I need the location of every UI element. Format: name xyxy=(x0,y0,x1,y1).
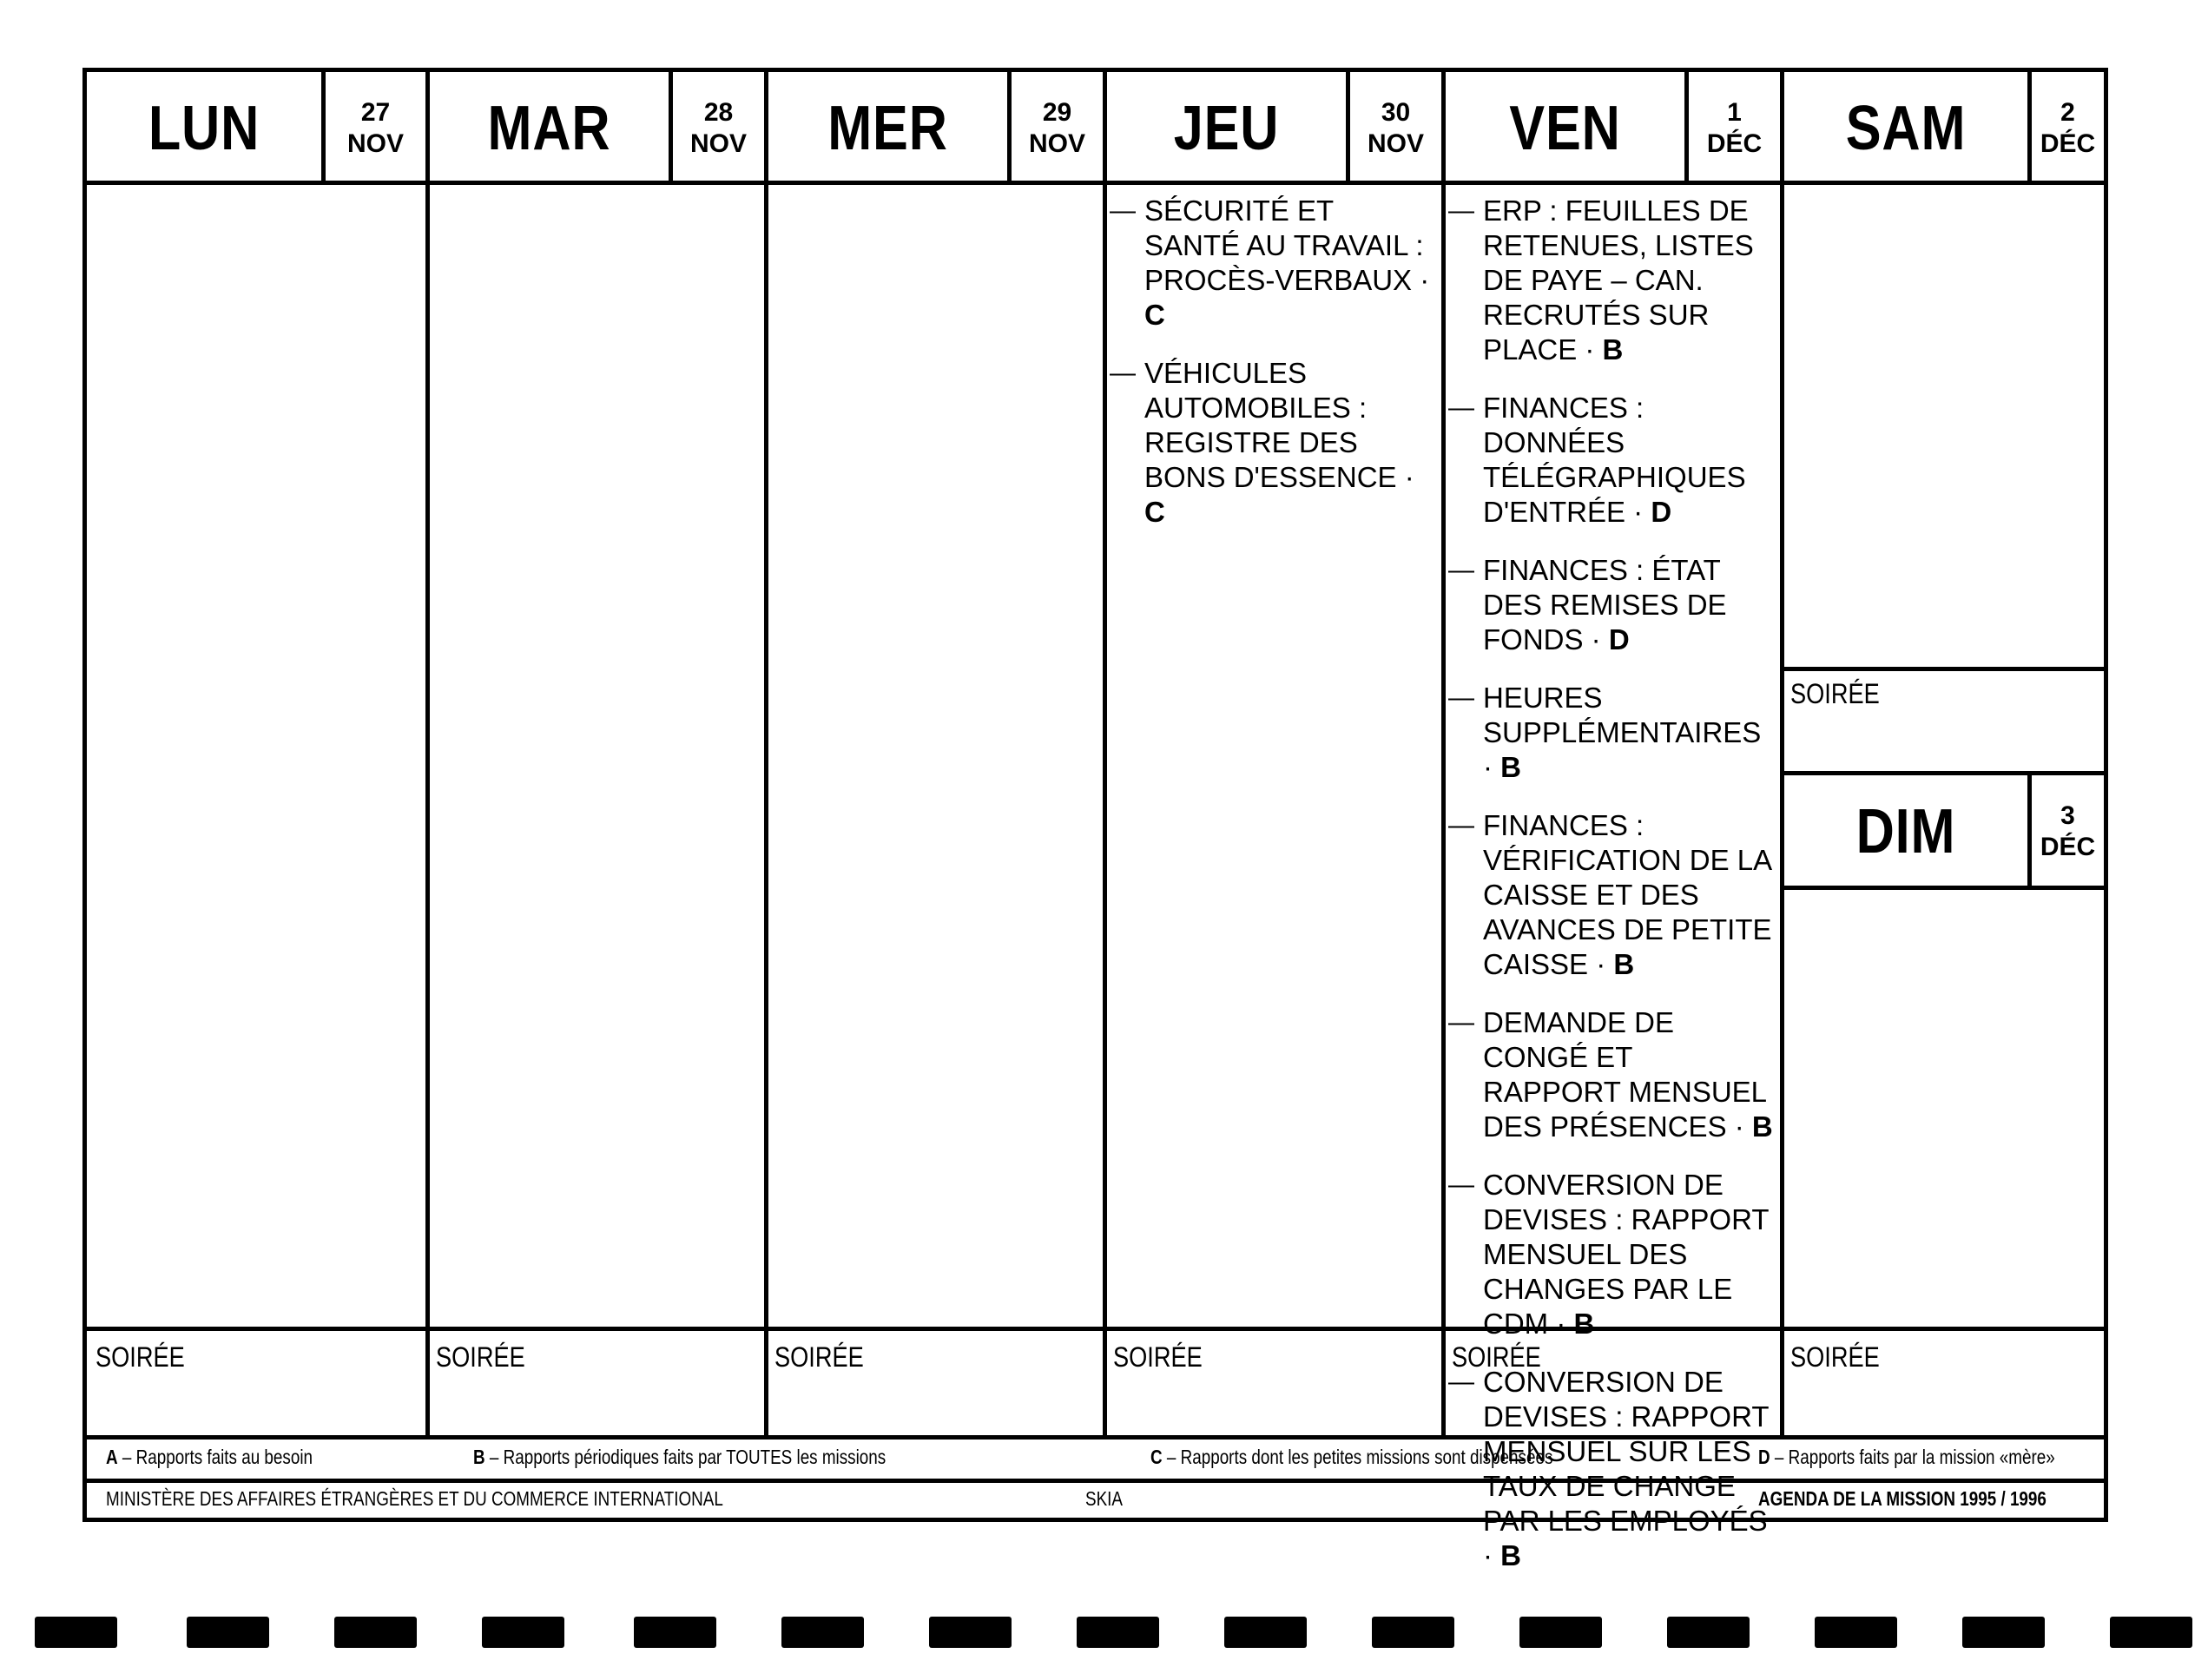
perforation-mark xyxy=(2110,1617,2192,1648)
legend-text: Rapports faits par la mission «mère» xyxy=(1788,1446,2055,1468)
soiree-label-mer: SOIRÉE xyxy=(774,1341,864,1373)
entry-text: FINANCES : DONNÉES TÉLÉGRAPHIQUES D'ENTRÉE · xyxy=(1483,392,1746,528)
entry-code: C xyxy=(1144,299,1165,331)
agenda-week-sheet xyxy=(82,68,2108,1571)
date-day: 30 xyxy=(1381,98,1411,127)
date-month: NOV xyxy=(689,129,747,158)
entry-code: C xyxy=(1144,496,1165,528)
perforation-mark xyxy=(1077,1617,1159,1648)
day-name-ven: VEN xyxy=(1509,94,1621,163)
soiree-label-mar: SOIRÉE xyxy=(436,1341,525,1373)
list-item xyxy=(1448,1168,1774,1341)
perforation-mark xyxy=(1667,1617,1750,1648)
footer-divider xyxy=(87,1479,2104,1483)
date-day: 28 xyxy=(703,98,734,127)
entry-code: B xyxy=(1751,1110,1773,1143)
date-day: 1 xyxy=(1727,98,1742,127)
sam-soiree-divider xyxy=(1780,667,2104,671)
soiree-label-jeu: SOIRÉE xyxy=(1113,1341,1203,1373)
day-date-sam xyxy=(2032,72,2104,185)
day-date-dim xyxy=(2032,775,2104,888)
list-item xyxy=(1448,1005,1774,1144)
entry-code: B xyxy=(1613,948,1635,980)
day-date-mar xyxy=(673,72,764,185)
entry-code: B xyxy=(1573,1308,1595,1340)
soiree-label-ven: SOIRÉE xyxy=(1452,1341,1541,1373)
perforation-mark xyxy=(1224,1617,1307,1648)
entry-text: VÉHICULES AUTOMOBILES : REGISTRE DES BONS D'ESSENCE · xyxy=(1144,357,1414,493)
day-date-mer xyxy=(1012,72,1103,185)
entry-code: B xyxy=(1500,1539,1522,1571)
legend-b: B – Rapports périodiques faits par TOUTES les missions xyxy=(473,1446,886,1468)
entry-text: ERP : FEUILLES DE RETENUES, LISTES DE PAYE – CAN. RECRUTÉS SUR PLACE · xyxy=(1483,194,1754,366)
perforation-mark xyxy=(1372,1617,1454,1648)
perforation-mark xyxy=(634,1617,716,1648)
list-item xyxy=(1448,194,1774,367)
legend-d: D – Rapports faits par la mission «mère» xyxy=(1758,1446,2055,1468)
jeu-entries xyxy=(1110,194,1431,553)
column-divider xyxy=(425,72,430,1435)
soiree-label-lun: SOIRÉE xyxy=(96,1341,185,1373)
date-day: 27 xyxy=(360,98,391,127)
legend-a: A – Rapports faits au besoin xyxy=(106,1446,313,1468)
column-divider xyxy=(1103,72,1107,1435)
entry-text: FINANCES : ÉTAT DES REMISES DE FONDS · xyxy=(1483,554,1727,656)
date-month: DÉC xyxy=(1706,129,1763,158)
perforation-mark xyxy=(482,1617,564,1648)
list-item xyxy=(1110,194,1431,333)
day-name-sam: SAM xyxy=(1845,94,1967,163)
column-divider xyxy=(1780,72,1784,1435)
perforation-mark xyxy=(1962,1617,2045,1648)
ven-entries xyxy=(1448,194,1774,1597)
column-divider xyxy=(1441,72,1446,1435)
day-name-mar: MAR xyxy=(487,94,611,163)
entry-code: D xyxy=(1651,496,1672,528)
date-month: NOV xyxy=(346,129,404,158)
day-date-lun xyxy=(326,72,425,185)
perforation-mark xyxy=(187,1617,269,1648)
day-name-mer: MER xyxy=(827,94,948,163)
entry-text: SÉCURITÉ ET SANTÉ AU TRAVAIL : PROCÈS-VERBAUX · xyxy=(1144,194,1430,296)
list-item xyxy=(1110,356,1431,530)
date-month: DÉC xyxy=(2040,833,2096,861)
legend-c: C – Rapports dont les petites missions sont dispensées xyxy=(1150,1446,1553,1468)
day-date-ven xyxy=(1689,72,1780,185)
list-item xyxy=(1448,553,1774,657)
date-day: 3 xyxy=(2060,801,2075,830)
perforation-mark xyxy=(781,1617,864,1648)
soiree-label-sam: SOIRÉE xyxy=(1790,678,1880,709)
list-item xyxy=(1448,681,1774,785)
day-date-jeu xyxy=(1350,72,1441,185)
column-divider xyxy=(764,72,768,1435)
day-name-dim: DIM xyxy=(1855,797,1956,866)
footer-code: SKIA xyxy=(1085,1487,1123,1510)
soiree-label-dim: SOIRÉE xyxy=(1790,1341,1880,1373)
date-day: 2 xyxy=(2060,98,2075,127)
entry-text: HEURES SUPPLÉMENTAIRES · xyxy=(1483,682,1762,783)
perforation-mark xyxy=(35,1617,117,1648)
entry-text: FINANCES : VÉRIFICATION DE LA CAISSE ET DES AVANCES DE PETITE CAISSE · xyxy=(1483,809,1772,980)
date-day: 29 xyxy=(1042,98,1072,127)
legend-key: B xyxy=(473,1446,485,1468)
footer-agenda-title: AGENDA DE LA MISSION 1995 / 1996 xyxy=(1758,1487,2047,1510)
legend-text: Rapports faits au besoin xyxy=(135,1446,313,1468)
day-name-lun: LUN xyxy=(148,94,260,163)
legend-key: D xyxy=(1758,1446,1770,1468)
list-item xyxy=(1448,808,1774,982)
list-item xyxy=(1448,1365,1774,1573)
entry-text: CONVERSION DE DEVISES : RAPPORT MENSUEL DES CHANGES PAR LE CDM · xyxy=(1483,1169,1769,1340)
entry-code: D xyxy=(1608,623,1630,656)
entry-code: B xyxy=(1500,751,1522,783)
perforation-mark xyxy=(334,1617,417,1648)
footer-ministry: MINISTÈRE DES AFFAIRES ÉTRANGÈRES ET DU COMMERCE INTERNATIONAL xyxy=(106,1487,723,1510)
entry-text: CONVERSION DE DEVISES : RAPPORT MENSUEL SUR LES TAUX DE CHANGE PAR LES EMPLOYÉS · xyxy=(1483,1366,1769,1571)
legend-text: Rapports périodiques faits par TOUTES les missions xyxy=(503,1446,886,1468)
perforation-mark xyxy=(1519,1617,1602,1648)
date-month: DÉC xyxy=(2040,129,2096,158)
legend-key: C xyxy=(1150,1446,1163,1468)
legend-text: Rapports dont les petites missions sont dispensées xyxy=(1180,1446,1553,1468)
list-item xyxy=(1448,391,1774,530)
legend-key: A xyxy=(106,1446,118,1468)
entry-code: B xyxy=(1602,333,1624,366)
day-name-jeu: JEU xyxy=(1173,94,1280,163)
date-month: NOV xyxy=(1028,129,1085,158)
perforation-mark xyxy=(1815,1617,1897,1648)
entry-text: DEMANDE DE CONGÉ ET RAPPORT MENSUEL DES PRÉSENCES · xyxy=(1483,1006,1766,1143)
perforation-mark xyxy=(929,1617,1012,1648)
soiree-divider xyxy=(87,1327,2104,1331)
date-month: NOV xyxy=(1367,129,1424,158)
legend-divider xyxy=(87,1435,2104,1440)
